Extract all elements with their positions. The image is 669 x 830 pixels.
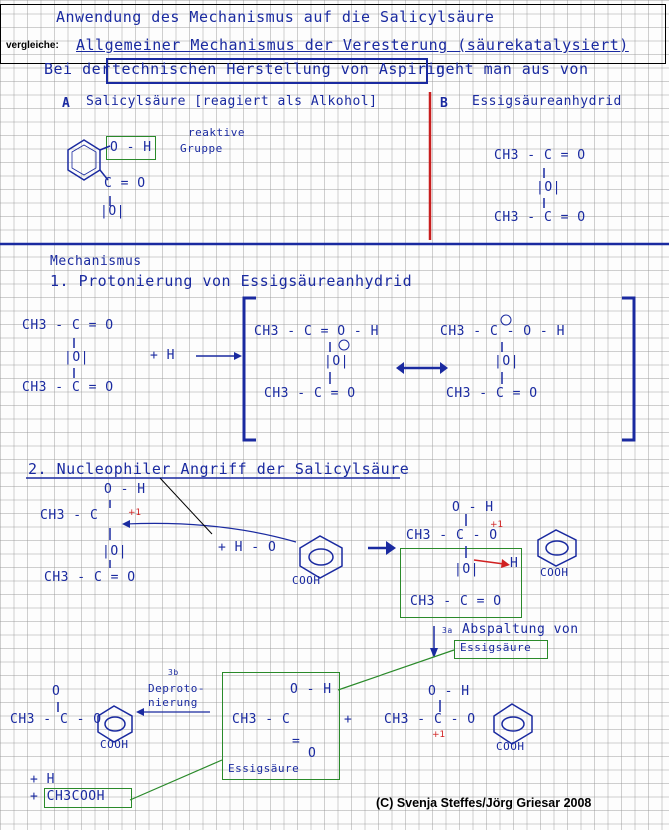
page-title: Anwendung des Mechanismus auf die Salicylsäure — [56, 8, 495, 26]
res1-bot: CH3 - C = O — [264, 386, 356, 401]
right-bracket — [622, 298, 634, 440]
b-mid: |O| — [536, 180, 561, 195]
acid-eq: = — [292, 734, 301, 749]
step1-arrow-head — [234, 352, 242, 360]
acid-oh: O - H — [290, 682, 332, 697]
a-title: Salicylsäure [reagiert als Alkohol] — [86, 94, 378, 109]
prod2-line: CH3 - C - O — [406, 528, 498, 543]
res2-mid: |O| — [494, 354, 519, 369]
step1-left-bot: CH3 - C = O — [22, 380, 114, 395]
final-line: CH3 - C - O — [10, 712, 102, 727]
step1-left-mid: |O| — [64, 350, 89, 365]
step1-left-top: CH3 - C = O — [22, 318, 114, 333]
step3a-text: Abspaltung von — [462, 622, 579, 637]
prod2-oh: O - H — [452, 500, 494, 515]
prod2-bot: CH3 - C = O — [410, 594, 502, 609]
inter-line: CH3 - C - O — [384, 712, 476, 727]
step2-charge: +1 — [128, 508, 142, 518]
prod2-charge: +1 — [490, 520, 504, 530]
step1-heading: 1. Protonierung von Essigsäureanhydrid — [50, 272, 413, 290]
b-top: CH3 - C = O — [494, 148, 586, 163]
step2-mid: |O| — [102, 544, 127, 559]
res2-top: CH3 - C - O - H — [440, 324, 565, 339]
benzene-ring-step2 — [300, 536, 342, 578]
b-title: Essigsäureanhydrid — [472, 94, 622, 109]
step2-plus: + H - O — [218, 540, 277, 555]
a-oh: O - H — [110, 140, 152, 155]
a-note-1: reaktive — [188, 126, 245, 139]
step2-oh: O - H — [104, 482, 146, 497]
step2-heading: 2. Nucleophiler Angriff der Salicylsäure — [28, 460, 410, 478]
acid-c: CH3 - C — [232, 712, 291, 727]
benzene-ring-a — [68, 140, 110, 206]
acid-o: O — [308, 746, 317, 761]
step2-ch3c: CH3 - C — [40, 508, 99, 523]
final-cooh: COOH — [100, 738, 129, 751]
inter-oh: O - H — [428, 684, 470, 699]
intro-prefix: Bei der — [44, 60, 111, 78]
compare-link[interactable]: Allgemeiner Mechanismus der Veresterung (säurekatalysiert) — [76, 36, 629, 54]
res1-top: CH3 - C = O - H — [254, 324, 379, 339]
intro-suffix: geht man aus von — [436, 60, 589, 78]
step2-cooh: COOH — [292, 574, 321, 587]
inter-charge: +1 — [432, 730, 446, 740]
intro-boxed-text: technischen Herstellung von Aspirin — [112, 60, 446, 78]
res1-mid: |O| — [324, 354, 349, 369]
acid-label: Essigsäure — [228, 762, 300, 775]
benzene-ring-prod2 — [538, 530, 576, 566]
inter-cooh: COOH — [496, 740, 525, 753]
res2-bot: CH3 - C = O — [446, 386, 538, 401]
byproduct-acid: + CH3COOH — [30, 789, 105, 804]
a-oh2: |O| — [100, 204, 125, 219]
step1-bonds — [74, 338, 502, 384]
a-co: C = O — [104, 176, 146, 191]
a-note-2: Gruppe — [180, 142, 223, 155]
a-label: A — [62, 96, 71, 111]
mechanism-heading: Mechanismus — [50, 254, 142, 269]
prod2-cooh: COOH — [540, 566, 569, 579]
step3a-boxed: Essigsäure — [460, 641, 532, 654]
left-bracket — [244, 298, 256, 440]
byproduct-h: + H — [30, 772, 55, 787]
prod2-h: H — [510, 556, 519, 571]
step3b-num: 3b — [168, 668, 179, 677]
step3b-line2: nierung — [148, 696, 198, 709]
final-o: O — [52, 684, 61, 699]
step3a-num: 3a — [442, 626, 453, 635]
benzene-ring-final — [98, 706, 132, 742]
b-bot: CH3 - C = O — [494, 210, 586, 225]
plus-sign: + — [344, 712, 353, 727]
benzene-ring-inter — [494, 704, 532, 744]
b-label: B — [440, 96, 449, 111]
prod2-mid: |O| — [454, 562, 479, 577]
copyright-notice: (C) Svenja Steffes/Jörg Griesar 2008 — [376, 796, 592, 810]
compare-label: vergleiche: — [6, 40, 59, 51]
step2-bot: CH3 - C = O — [44, 570, 136, 585]
step1-plus: + H — [150, 348, 175, 363]
step3b-line1: Deproto- — [148, 682, 205, 695]
